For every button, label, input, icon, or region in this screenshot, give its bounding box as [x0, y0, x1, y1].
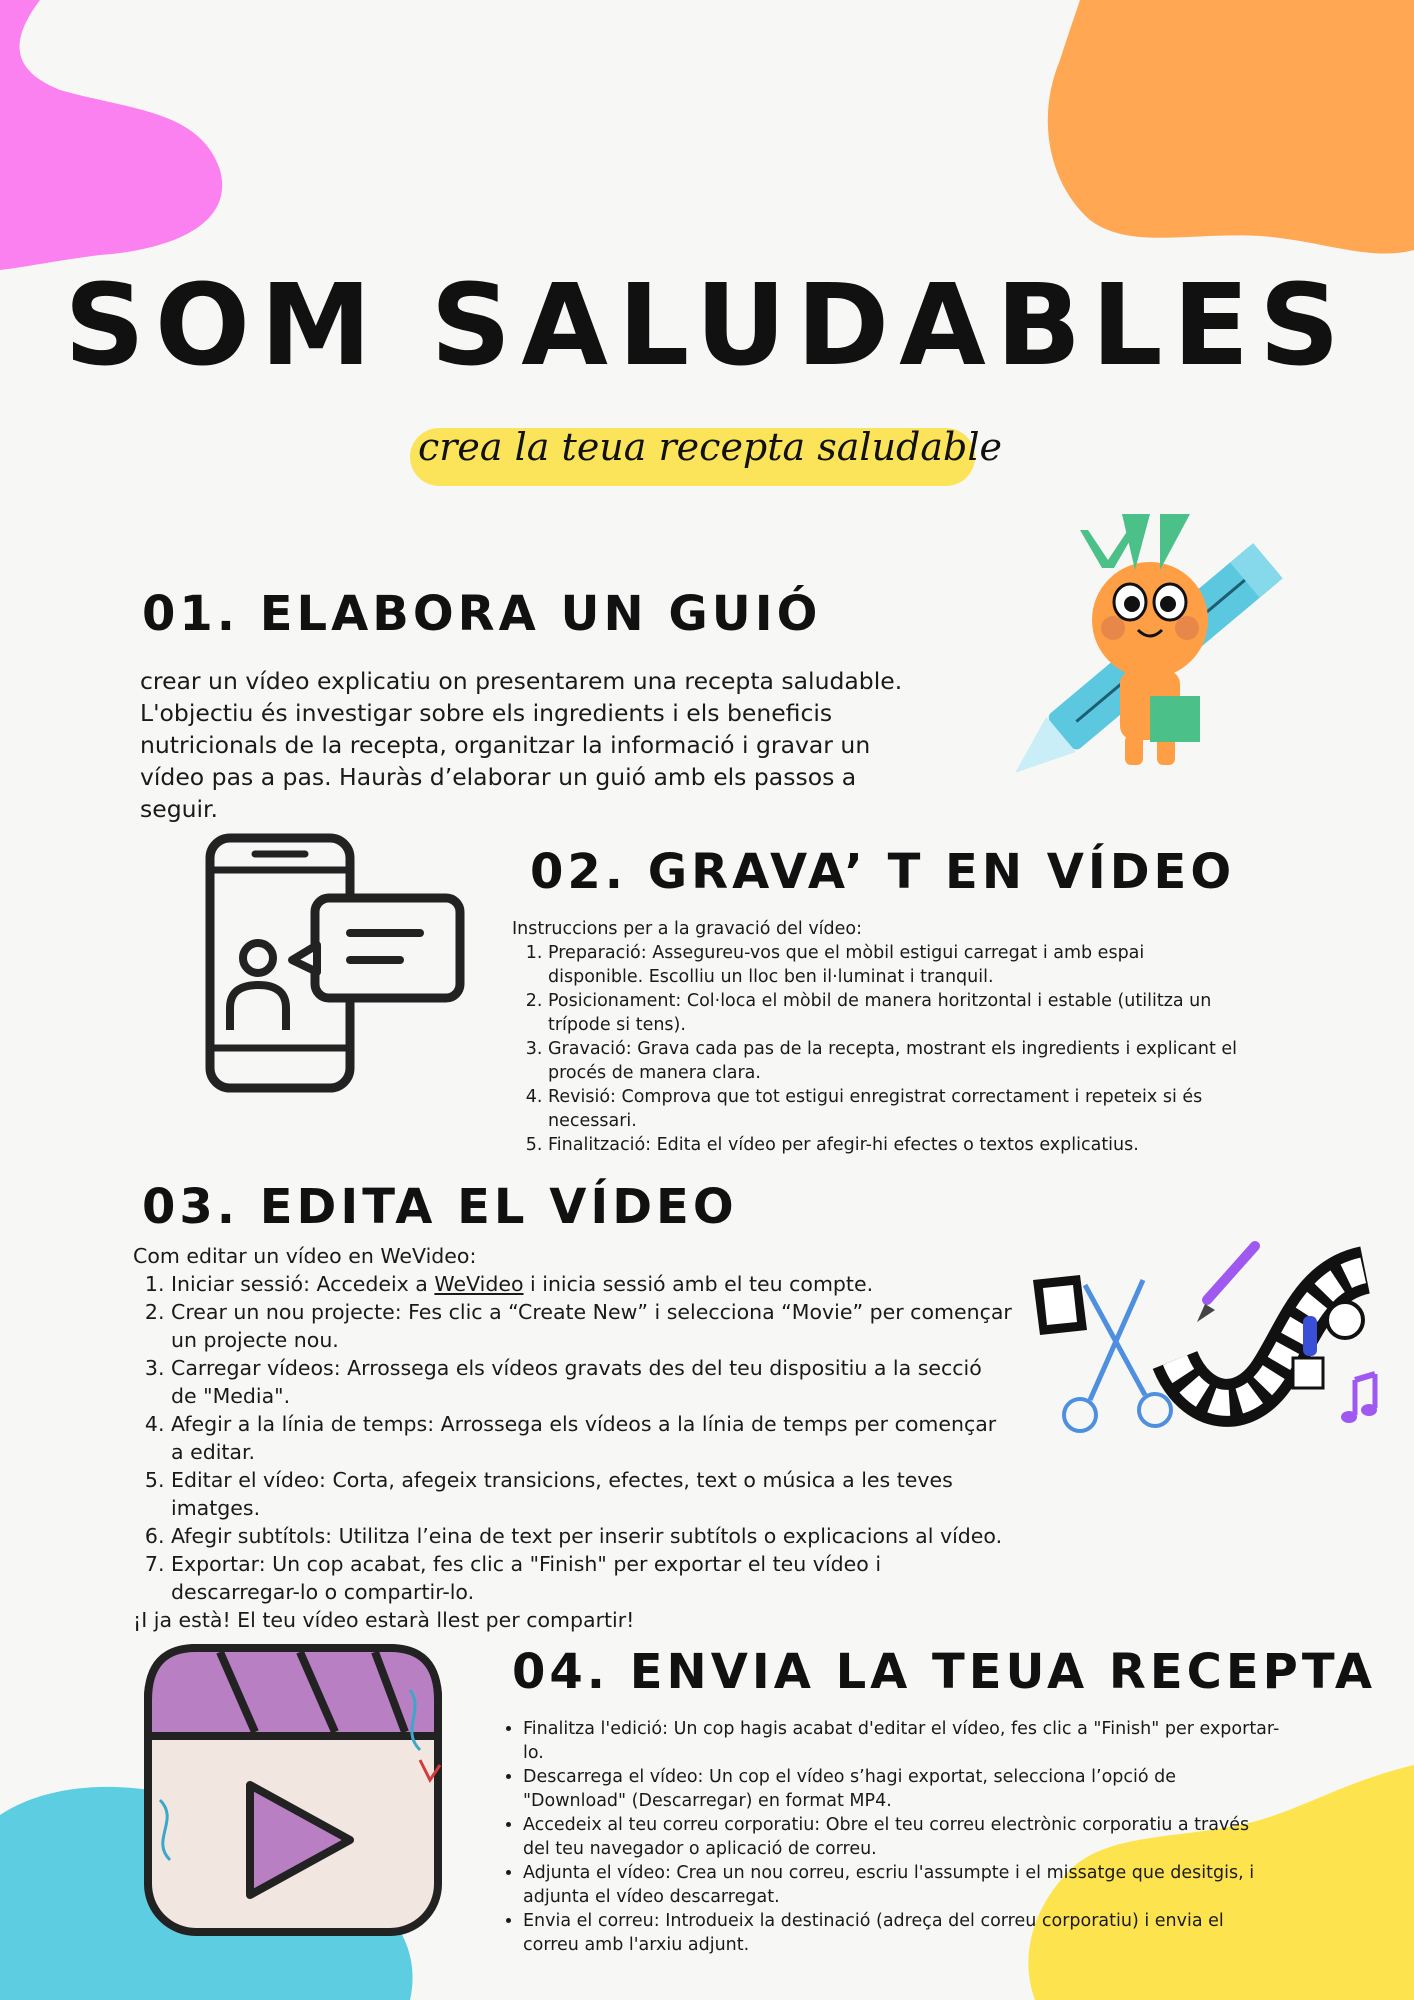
list-item: • Envia el correu: Introdueix la destinació (adreça del correu corporatiu) i envia el correu amb l'arxiu adjunt.	[523, 1909, 1280, 1957]
list-item: • Accedeix al teu correu corporatiu: Obre el teu correu electrònic corporatiu a través del teu navegador o aplicació de correu.	[523, 1813, 1280, 1861]
list-item: 1. Preparació: Assegureu-vos que el mòbil estigui carregat i amb espai disponible. Escolliu un lloc ben il·luminat i tranquil.	[548, 941, 1237, 989]
section3-outro: ¡I ja està! El teu vídeo estarà llest per compartir!	[133, 1608, 635, 1632]
section4-body	[505, 1717, 1280, 1957]
send-steps-list	[505, 1717, 1280, 1957]
orange-mascot-pencil-icon	[1010, 510, 1310, 780]
section1-text: crear un vídeo explicatiu on presentarem una recepta saludable. L'objectiu és investigar sobre els ingredients i els beneficis nutricionals de la recepta, organitzar la informació i gravar un vídeo pas a pas. Hauràs d’elaborar un guió amb els passos a seguir.	[140, 667, 903, 823]
list-item: 6. Afegir subtítols: Utilitza l’eina de text per inserir subtítols o explicacions al vídeo.	[171, 1522, 1013, 1550]
list-item: 5. Editar el vídeo: Corta, afegeix transicions, efectes, text o música a les teves imatges.	[171, 1466, 1013, 1522]
page-title: SOM SALUDABLES	[64, 261, 1350, 391]
section3-heading: 03. EDITA EL VÍDEO	[142, 1179, 738, 1235]
list-item: 5. Finalització: Edita el vídeo per afegir-hi efectes o textos explicatius.	[548, 1133, 1237, 1157]
list-item: • Finalitza l'edició: Un cop hagis acabat d'editar el vídeo, fes clic a "Finish" per exportar-lo.	[523, 1717, 1280, 1765]
list-item: 2. Crear un nou projecte: Fes clic a “Create New” i selecciona “Movie” per començar un projecte nou.	[171, 1298, 1013, 1354]
pink-blob	[0, 0, 240, 280]
section2-body	[512, 917, 1237, 1157]
section3-body	[133, 1242, 1013, 1634]
list-item: • Adjunta el vídeo: Crea un nou correu, escriu l'assumpte i el missatge que desitgis, i adjunta el vídeo descarregat.	[523, 1861, 1280, 1909]
list-item: 7. Exportar: Un cop acabat, fes clic a "Finish" per exportar el teu vídeo i descarregar-lo o compartir-lo.	[171, 1550, 1013, 1606]
editing-steps-list	[133, 1270, 1013, 1606]
wevideo-link[interactable]: WeVideo	[434, 1272, 524, 1296]
recording-steps-list	[512, 941, 1237, 1157]
section3-intro: Com editar un vídeo en WeVideo:	[133, 1244, 477, 1268]
page-subtitle: crea la teua recepta saludable	[417, 425, 1002, 469]
section2-heading: 02. GRAVA’ T EN VÍDEO	[530, 844, 1236, 900]
orange-blob	[1040, 0, 1414, 270]
list-item: 1. Iniciar sessió: Accedeix a WeVideo i inicia sessió amb el teu compte.	[171, 1270, 1013, 1298]
list-item: 3. Carregar vídeos: Arrossega els vídeos gravats des del teu dispositiu a la secció de "Media".	[171, 1354, 1013, 1410]
section2-intro: Instruccions per a la gravació del vídeo:	[512, 919, 863, 939]
section4-heading: 04. ENVIA LA TEUA RECEPTA	[512, 1644, 1377, 1700]
section1-heading: 01. ELABORA UN GUIÓ	[142, 586, 822, 642]
film-scissors-icon	[1025, 1240, 1390, 1440]
list-item: 4. Revisió: Comprova que tot estigui enregistrat correctament i repeteix si és necessari.	[548, 1085, 1237, 1133]
list-item: • Descarrega el vídeo: Un cop el vídeo s’hagi exportat, selecciona l’opció de "Download" (Descarregar) en format MP4.	[523, 1765, 1280, 1813]
list-item: 3. Gravació: Grava cada pas de la recepta, mostrant els ingredients i explicant el procés de manera clara.	[548, 1037, 1237, 1085]
list-item: 4. Afegir a la línia de temps: Arrossega els vídeos a la línia de temps per començar a editar.	[171, 1410, 1013, 1466]
video-play-icon	[140, 1640, 450, 1940]
phone-chat-icon	[200, 830, 470, 1095]
list-item: 2. Posicionament: Col·loca el mòbil de manera horitzontal i estable (utilitza un trípode si tens).	[548, 989, 1237, 1037]
